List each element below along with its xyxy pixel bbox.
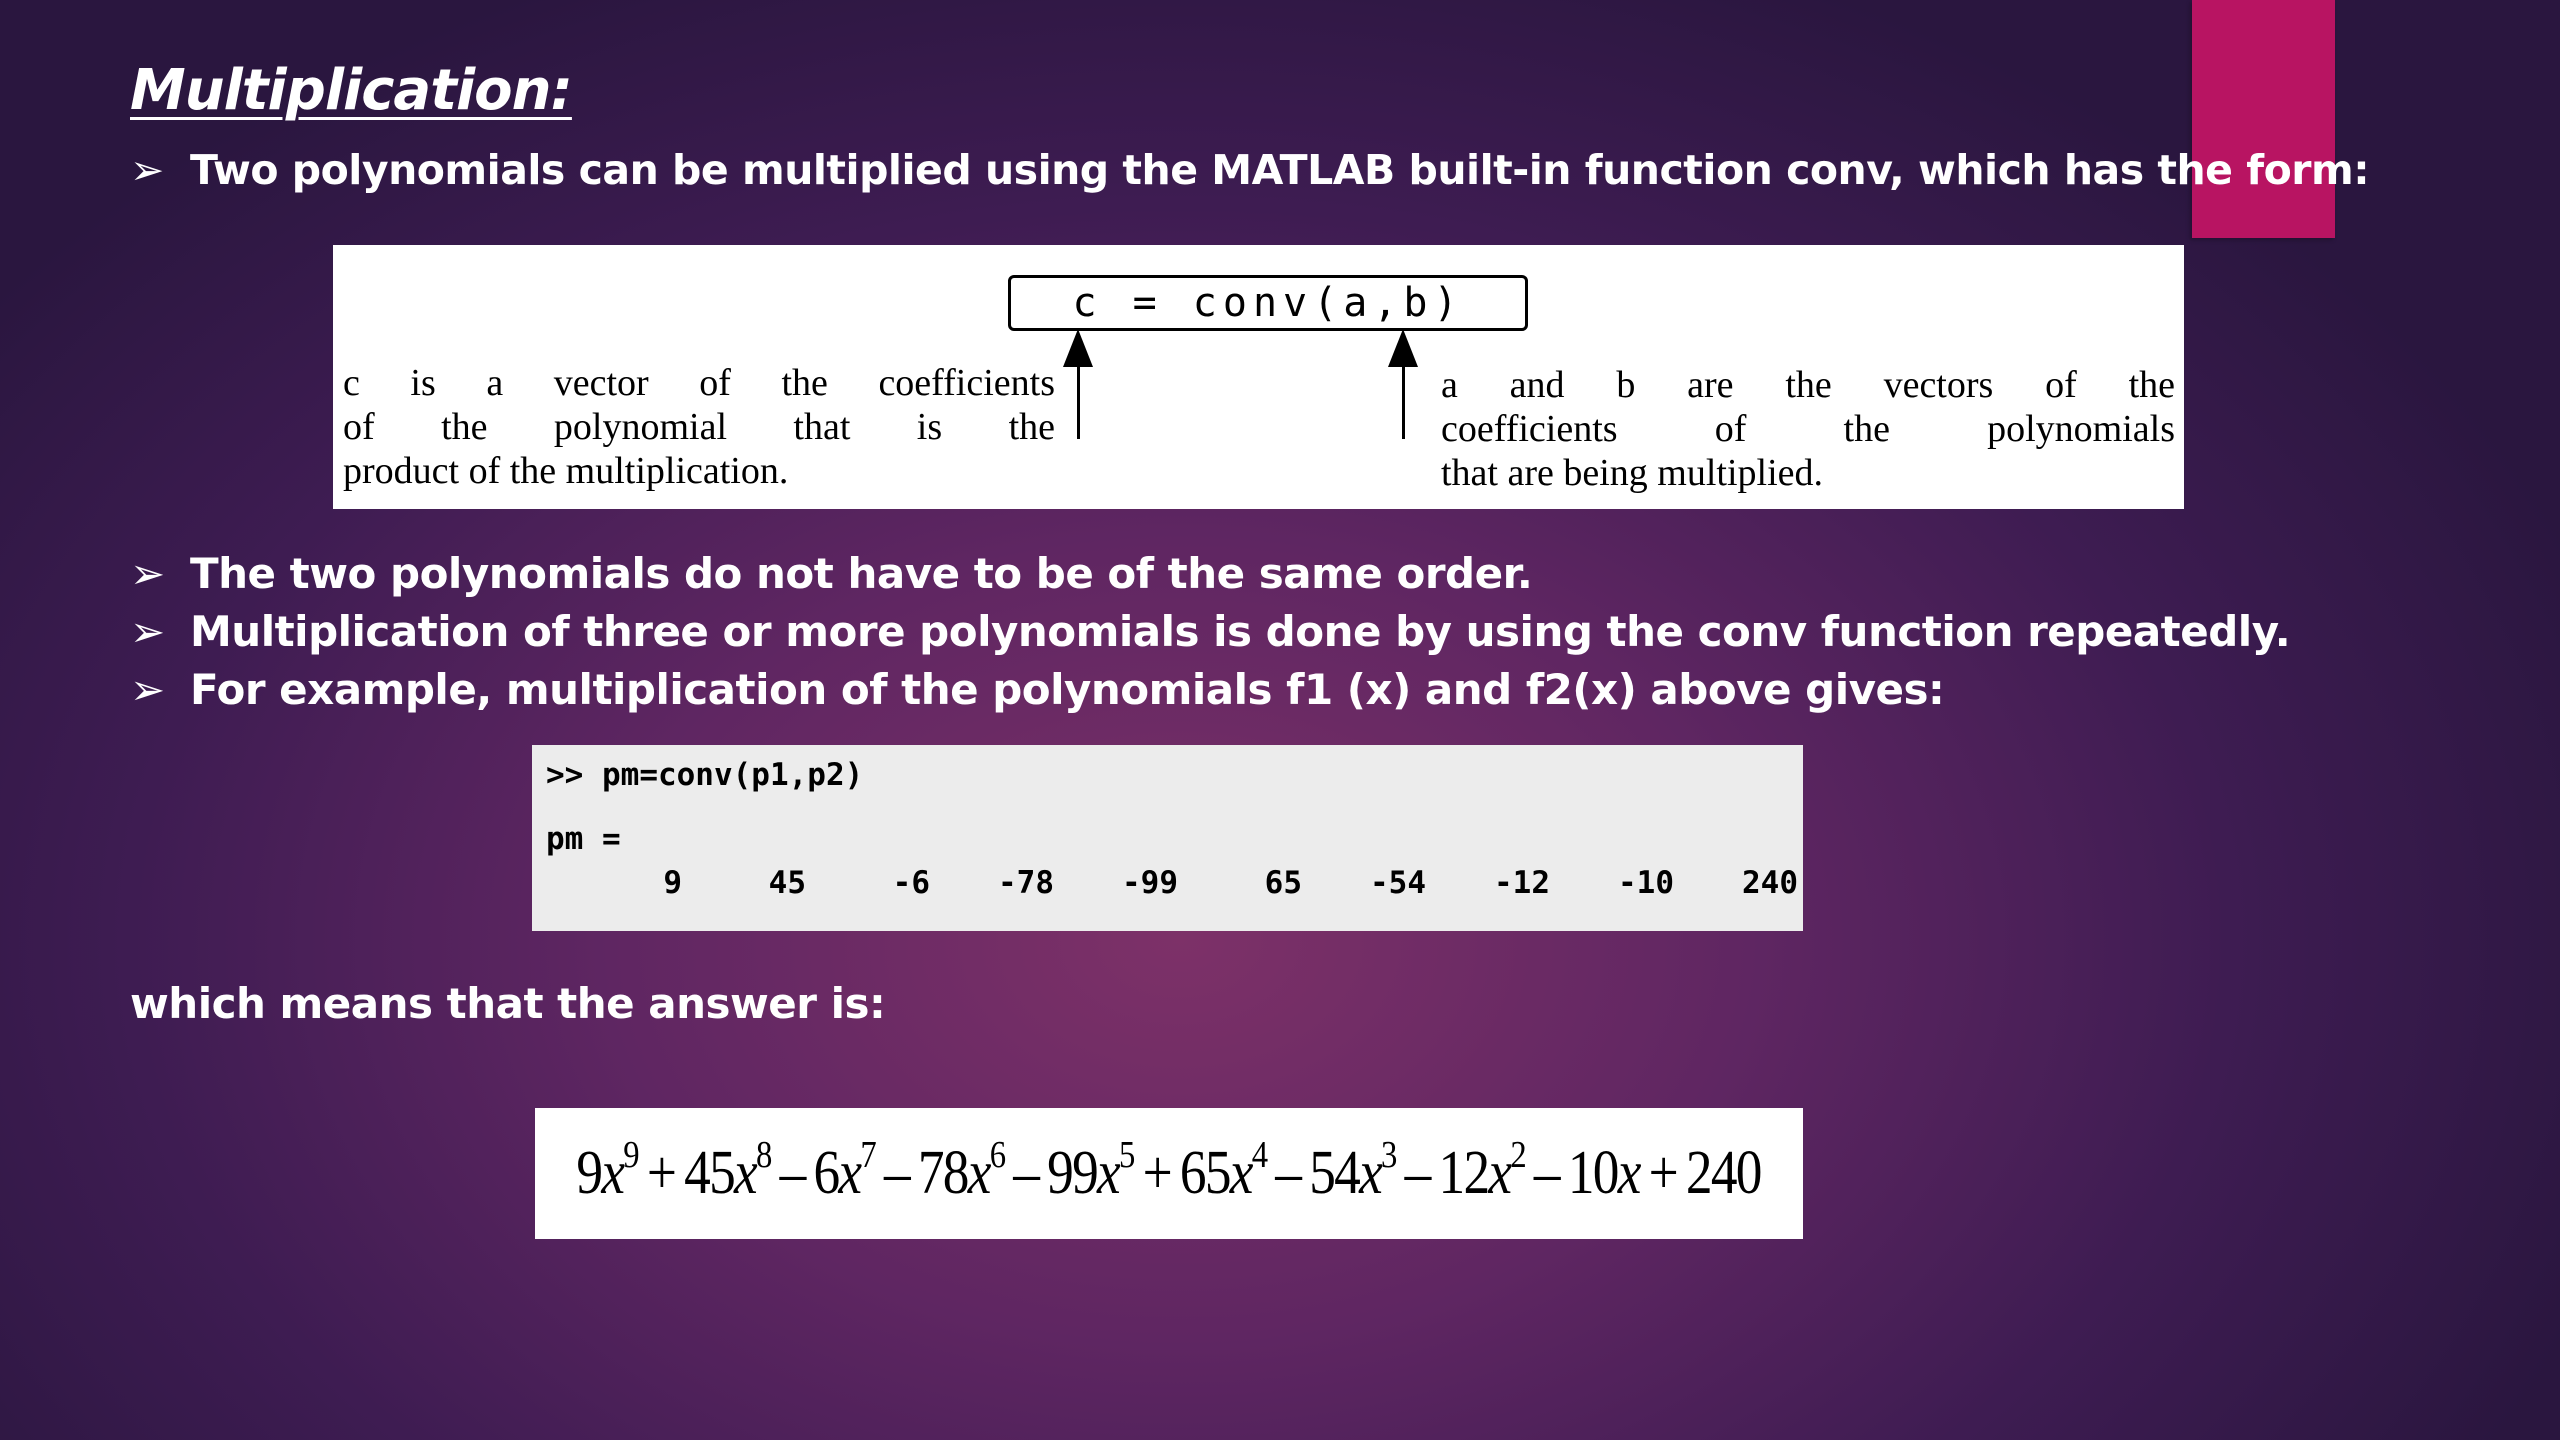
description-line: that are being multiplied. [1441,452,1824,494]
equation-term: – $6x^7$ [771,1134,876,1207]
equation-term: + $65x^4$ [1134,1134,1267,1207]
equation-term: – 10x [1525,1139,1641,1207]
arrow-up-icon [1388,329,1418,367]
code-variable: pm = [546,821,621,857]
code-value: -78 [998,865,1054,901]
bullet-text: For example, multiplication of the polynomials f1 (x) and f2(x) above gives: [190,665,1945,714]
bullet-text: Multiplication of three or more polynomials is done by using the conv function repeatedly. [190,607,2291,656]
code-value: 45 [768,865,806,901]
bullet-order [130,549,1533,598]
bullet-arrow-icon: ➢ [130,665,165,714]
code-value: 240 [1742,865,1798,901]
bullet-text: The two polynomials do not have to be of the same order. [190,549,1533,598]
arrow-line [1402,363,1405,439]
code-values [592,865,1798,905]
slide-title: Multiplication: [130,58,572,123]
description-line: c is a vector of the coefficients [343,362,1055,404]
output-description [343,361,1055,493]
code-value: -10 [1618,865,1674,901]
equation-term: $9x^9$ [576,1134,639,1207]
bullet-arrow-icon: ➢ [130,146,164,194]
equation-term: – $78x^6$ [875,1134,1005,1207]
bullet-example [130,665,1945,714]
description-line: coefficients of the polynomials [1441,408,2175,450]
code-value: -54 [1370,865,1426,901]
bullet-arrow-icon: ➢ [130,549,165,598]
equation-term: – $99x^5$ [1004,1134,1135,1207]
equation-box [535,1108,1803,1239]
equation-term: – $54x^3$ [1266,1134,1397,1207]
matlab-code-block [532,745,1803,931]
polynomial-equation [576,1134,1762,1209]
code-value: -99 [1122,865,1178,901]
description-line: a and b are the vectors of the [1441,364,2175,406]
code-value: 9 [663,865,682,901]
bullet-arrow-icon: ➢ [130,607,165,656]
input-description [1441,363,2175,495]
code-value: 65 [1264,865,1302,901]
answer-intro-text: which means that the answer is: [130,979,886,1028]
accent-bar [2192,0,2335,238]
arrow-up-icon [1063,329,1093,367]
equation-term: – $12x^2$ [1396,1134,1526,1207]
equation-term: + 240 [1640,1139,1762,1207]
arrow-line [1077,363,1080,439]
bullet-conv-intro [130,146,2370,194]
bullet-repeated [130,607,2291,656]
conv-syntax-box: c = conv(a,b) [1008,275,1528,331]
equation-term: + $45x^8$ [638,1134,772,1207]
description-line: of the polynomial that is the [343,406,1055,448]
bullet-text: Two polynomials can be multiplied using the MATLAB built-in function conv, which has the form: [190,146,2370,194]
code-value: -6 [892,865,930,901]
conv-syntax-diagram [333,245,2184,509]
code-value: -12 [1494,865,1550,901]
code-command: >> pm=conv(p1,p2) [546,757,864,793]
description-line: product of the multiplication. [343,450,789,492]
